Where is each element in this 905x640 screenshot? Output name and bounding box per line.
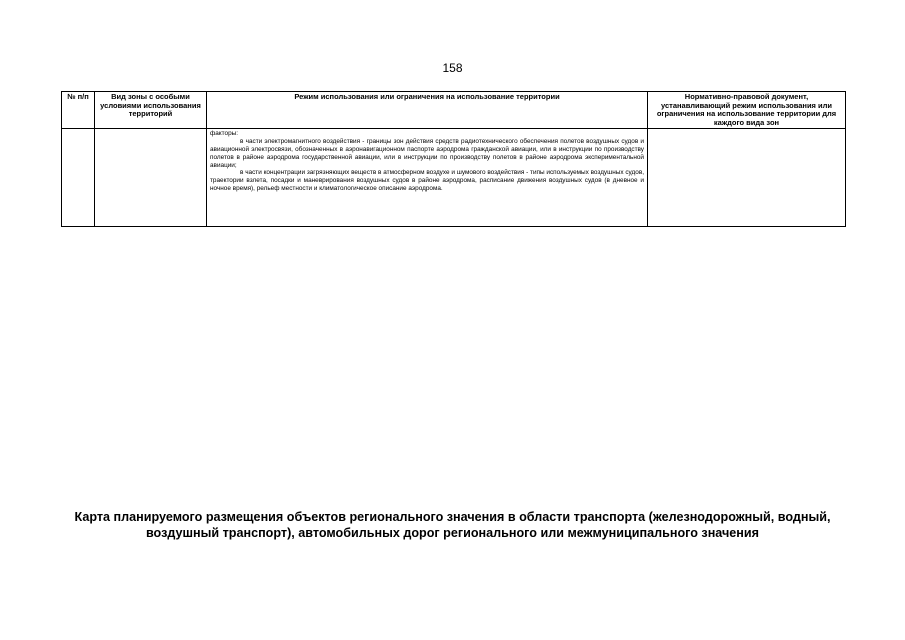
cell-zone-kind [95,129,207,227]
table-row [62,129,846,227]
cell-number [62,129,95,227]
cell-normative-document [648,129,846,227]
table-header-row [62,92,846,129]
map-caption-heading: Карта планируемого размещения объектов регионального значения в области транспорта (железнодорожный, водный, воздушный транспорт), автомобильных дорог регионального или межмуниципального значения [74,510,831,540]
cell-usage-mode [207,129,648,227]
header-normative-document: Нормативно-правовой документ, устанавливающий режим использования или ограничения на использование территории для каждого вида зон [648,92,846,129]
header-zone-kind: Вид зоны с особыми условиями использования территорий [95,92,207,129]
header-number: № п/п [62,92,95,129]
header-usage-mode: Режим использования или ограничения на использование территории [207,92,648,129]
page-number: 158 [442,61,463,75]
mode-paragraph-factors: факторы: [210,130,239,138]
zones-table [61,91,846,227]
mode-paragraph-electromagnetic: в части электромагнитного воздействия - границы зон действия средств радиотехнического обеспечения полетов воздушных судов и авиационной электросвязи, обозначенных в аэронавигационном паспорте аэродрома гражданской авиации, или в инструкции по производству полетов в районе аэродрома государственной авиации, или в инструкции по производству полетов в районе аэродрома экспериментальной авиации; [210,138,644,169]
mode-paragraph-pollution-noise: в части концентрации загрязняющих веществ в атмосферном воздухе и шумового воздействия - типы используемых воздушных судов, траектории взлета, посадки и маневрирования воздушных судов в районе аэродрома, расписание движения воздушных судов (в дневное и ночное время), рельеф местности и климатологическое описание аэродрома. [210,169,644,192]
